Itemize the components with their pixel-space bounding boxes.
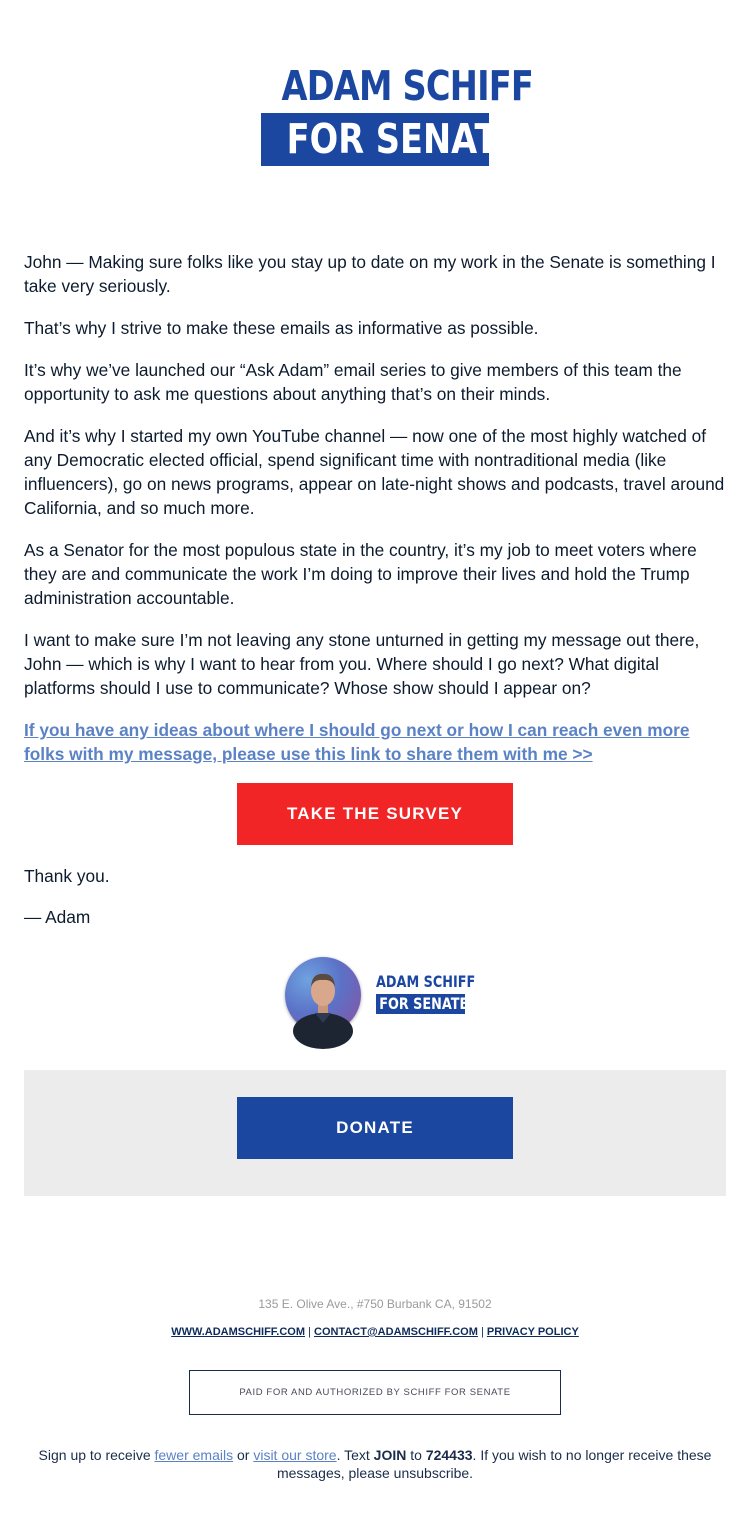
body-paragraph-1: John — Making sure folks like you stay up to date on my work in the Senate is something I take very seriously. — [24, 252, 716, 296]
signature-logo-banner — [376, 994, 469, 1014]
contact-email-link[interactable]: CONTACT@ADAMSCHIFF.COM — [314, 1326, 478, 1338]
adam-schiff-avatar — [285, 957, 361, 1033]
body-paragraph-4: And it’s why I started my own YouTube channel — now one of the most highly watched of any Democratic elected official, spend significant time with nontraditional media (like influencers), go on news programs, appear on late-night shows and podcasts, travel around California, and so much more. — [24, 426, 725, 518]
privacy-policy-link[interactable]: PRIVACY POLICY — [486, 1326, 579, 1338]
closing-signoff: — Adam — [24, 907, 91, 927]
store-link[interactable]: visit our store — [253, 1447, 337, 1463]
fewer-emails-link[interactable]: fewer emails — [154, 1447, 234, 1463]
footer-note-text: . Text — [336, 1447, 374, 1463]
footer-note-text: . If you wish to no longer receive these messages, please unsubscribe. — [276, 1447, 712, 1481]
campaign-logo — [261, 62, 534, 166]
footer-separator: | — [480, 1326, 484, 1338]
body-paragraph-3: It’s why we’ve launched our “Ask Adam” email series to give members of this team the opportunity to ask me questions about anything that’s on their minds. — [24, 360, 682, 404]
footer-note-text: Sign up to receive — [38, 1447, 155, 1463]
sms-shortcode: 724433 — [425, 1447, 473, 1463]
paid-for-disclaimer: PAID FOR AND AUTHORIZED BY SCHIFF FOR SENATE — [189, 1370, 561, 1415]
signature-logo-name: ADAM SCHIFF — [376, 972, 476, 991]
logo-senate-text: FOR SENATE — [286, 115, 521, 163]
footer-note — [30, 1446, 720, 1482]
donate-button[interactable]: DONATE — [237, 1097, 513, 1159]
signature-logo-senate-text: FOR SENATE — [379, 994, 469, 1013]
body-paragraph-5: As a Senator for the most populous state in the country, it’s my job to meet voters where they are and communicate the work I’m doing to improve their lives and hold the Trump administration accountable. — [24, 540, 697, 608]
signature-logo — [376, 972, 476, 1014]
website-link[interactable]: WWW.ADAMSCHIFF.COM — [171, 1326, 306, 1338]
survey-text-link[interactable]: If you have any ideas about where I should go next or how I can reach even more folks with my message, please use this link to share them with me >> — [24, 720, 690, 764]
closing-thanks: Thank you. — [24, 866, 110, 886]
footer-separator: | — [308, 1326, 311, 1338]
portrait-icon — [285, 957, 361, 1033]
footer-note-text: or — [233, 1447, 254, 1463]
footer-address: 135 E. Olive Ave., #750 Burbank CA, 91502 — [258, 1297, 492, 1311]
cta-paragraph — [24, 718, 727, 766]
logo-senate-banner — [261, 113, 521, 166]
email-body — [24, 250, 727, 766]
take-survey-button[interactable]: TAKE THE SURVEY — [237, 783, 513, 845]
logo-name-text: ADAM SCHIFF — [281, 62, 534, 110]
sms-keyword: JOIN — [373, 1447, 407, 1463]
footer-note-text: to — [406, 1447, 426, 1463]
footer-links — [0, 1326, 750, 1338]
body-paragraph-2: That’s why I strive to make these emails as informative as possible. — [24, 318, 539, 338]
body-paragraph-6: I want to make sure I’m not leaving any stone unturned in getting my message out there, John — which is why I want to hear from you. Where should I go next? What digital platforms should I use to communicate? Whose show should I appear on? — [24, 630, 700, 698]
